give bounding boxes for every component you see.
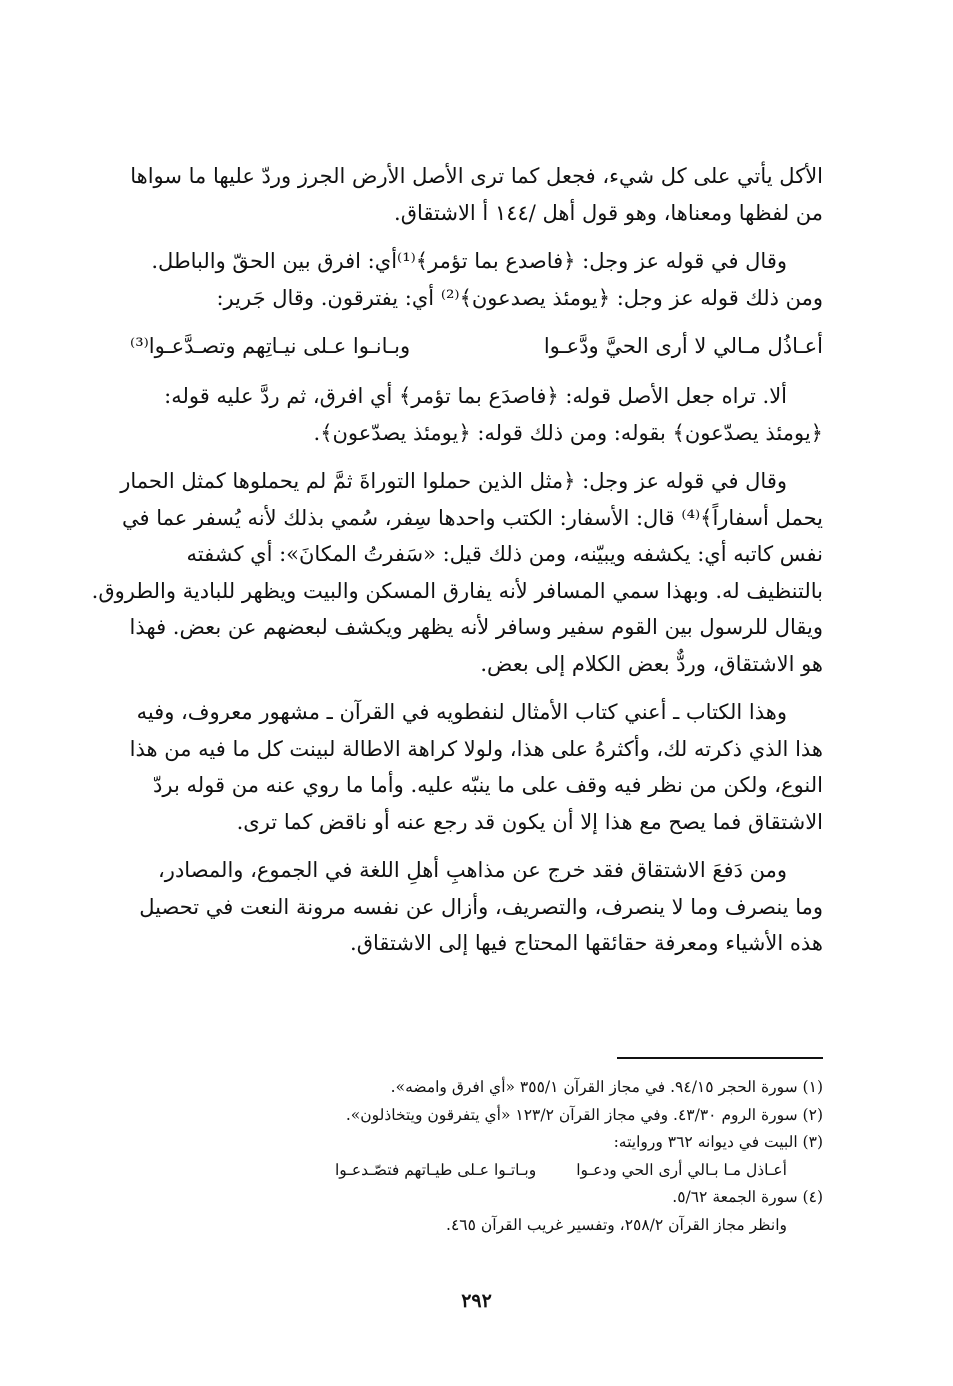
text-line: ﴿يومئذ يصدّعون﴾ بقوله: ومن ذلك قوله: ﴿يومئذ يصدّعون﴾. bbox=[313, 420, 823, 445]
main-text bbox=[91, 158, 823, 974]
footnote-1: (١) سورة الحجر ٩٤/١٥. في مجاز القرآن ٣٥٥/١ «أي افرق وامضه». bbox=[390, 1078, 823, 1096]
text-line: هو الاشتقاق، وردٌّ بعض الكلام إلى بعض. bbox=[480, 651, 823, 676]
text-line: ويقال للرسول بين القوم سفير وسافر لأنه يظهر ويكشف لبعضهم عن بعض. فهذا bbox=[129, 615, 823, 639]
text-line: وهذا الكتاب ـ أعني كتاب الأمثال لنفطويه في القرآن ـ مشهور معروف، وفيه bbox=[136, 700, 787, 724]
poetry-verse bbox=[130, 328, 823, 364]
verse-second-hemistich: وبـانـوا عـلى نيـاتِهم وتصـدَّعـوا⁽³⁾ bbox=[130, 334, 411, 358]
paragraph-1 bbox=[130, 158, 823, 231]
text-line: وما ينصرف وما لا ينصرف، والتصريف، وأزال عن نفسه مرونة النعت في تحصيل bbox=[139, 894, 823, 919]
footnotes bbox=[130, 1074, 823, 1239]
text-line: بالتنظيف له. وبهذا سمي المسافر لأنه يفارق المسكن والبيت ويظهر للبادية والطروق. bbox=[91, 578, 823, 603]
text-line: هذه الأشياء ومعرفة حقائقها المحتاج فيها إلى الاشتقاق. bbox=[350, 931, 823, 955]
text-line: هذا الذي ذكرته لك، وأكثرهُ على هذا، ولولا كراهة الاطالة لبينت كل ما فيه من هذا bbox=[129, 736, 823, 761]
text-line: يحمل أسفاراً﴾⁽⁴⁾ قال: الأسفار: الكتب واحدها سِفر، سُمي بذلك لأنه يُسفر عما في bbox=[122, 505, 823, 530]
paragraph-4 bbox=[91, 463, 823, 682]
text-line: الأكل يأتي على كل شيء، فجعل كما ترى الأصل الأرض الجرز وردّ عليها ما سواها bbox=[130, 164, 823, 188]
footnote-divider bbox=[617, 1057, 823, 1059]
text-line: ومن ذلك قوله عز وجل: ﴿يومئذ يصدعون﴾⁽²⁾ أي: يفترقون. وقال جَرير: bbox=[216, 285, 823, 310]
text-line: النوع، ولكن من نظر فيه وقف على ما ينبّه عليه. وأما ما روي عنه من قوله بردّ bbox=[153, 773, 823, 797]
paragraph-5 bbox=[130, 694, 823, 840]
page-number: ٢٩٢ bbox=[461, 1290, 492, 1312]
footnote-2: (٢) سورة الروم ٤٣/٣٠. وفي مجاز القرآن ١٢٣/٢ «أي يتفرقون ويتخاذلون». bbox=[345, 1105, 823, 1124]
footnote-3: (٣) البيت في ديوانه ٣٦٢ وروايته: bbox=[613, 1133, 823, 1151]
text-line: الاشتقاق فما يصح مع هذا إلا أن يكون قد رجع عنه أو ناقض كما ترى. bbox=[236, 809, 823, 834]
footnote-3-verse bbox=[130, 1157, 823, 1185]
paragraph-6 bbox=[130, 852, 823, 962]
footnote-4: (٤) سورة الجمعة ٥/٦٢. bbox=[672, 1188, 823, 1206]
text-line: ألا. تراه جعل الأصل قوله: ﴿فاصدَع بما تؤمر﴾ أي افرق، ثم ردَّ عليه قوله: bbox=[164, 384, 787, 408]
text-line: من لفظها ومعناها، وهو قول أهل /١٤٤ أ الاشتقاق. bbox=[394, 200, 823, 225]
footnote-4-extra: وانظر مجاز القرآن ٢٥٨/٢، وتفسير غريب القرآن ٤٦٥. bbox=[446, 1215, 787, 1234]
text-line: نفس كاتبه أي: يكشفه ويبيّنه، ومن ذلك قيل: «سَفرتُ المكانَ»: أي كشفته bbox=[186, 542, 823, 566]
text-line: وقال في قوله عز وجل: ﴿مثل الذين حملوا التوراةَ ثمَّ لم يحملوها كمثل الحمار bbox=[120, 469, 787, 493]
paragraph-3 bbox=[130, 378, 823, 451]
paragraph-2 bbox=[130, 243, 823, 316]
text-line: ومن دَفعَ الاشتقاق فقد خرج عن مذاهبِ أهلِ اللغة في الجموع، والمصادر، bbox=[158, 858, 787, 882]
text-line: وقال في قوله عز وجل: ﴿فاصدع بما تؤمر﴾⁽¹⁾أي: افرق بين الحقّ والباطل. bbox=[151, 249, 787, 273]
verse-first-hemistich: أعـاذُل مـالي لا أرى الحيَّ ودَّعـوا bbox=[543, 334, 823, 358]
footnote-verse-second-hemistich: وبـاتـوا عـلى طيـاتهم فتصّـدعـوا bbox=[335, 1160, 537, 1179]
footnote-verse-first-hemistich: أعـاذل مـا بـالي أرى الحي ودعـوا bbox=[576, 1160, 787, 1179]
